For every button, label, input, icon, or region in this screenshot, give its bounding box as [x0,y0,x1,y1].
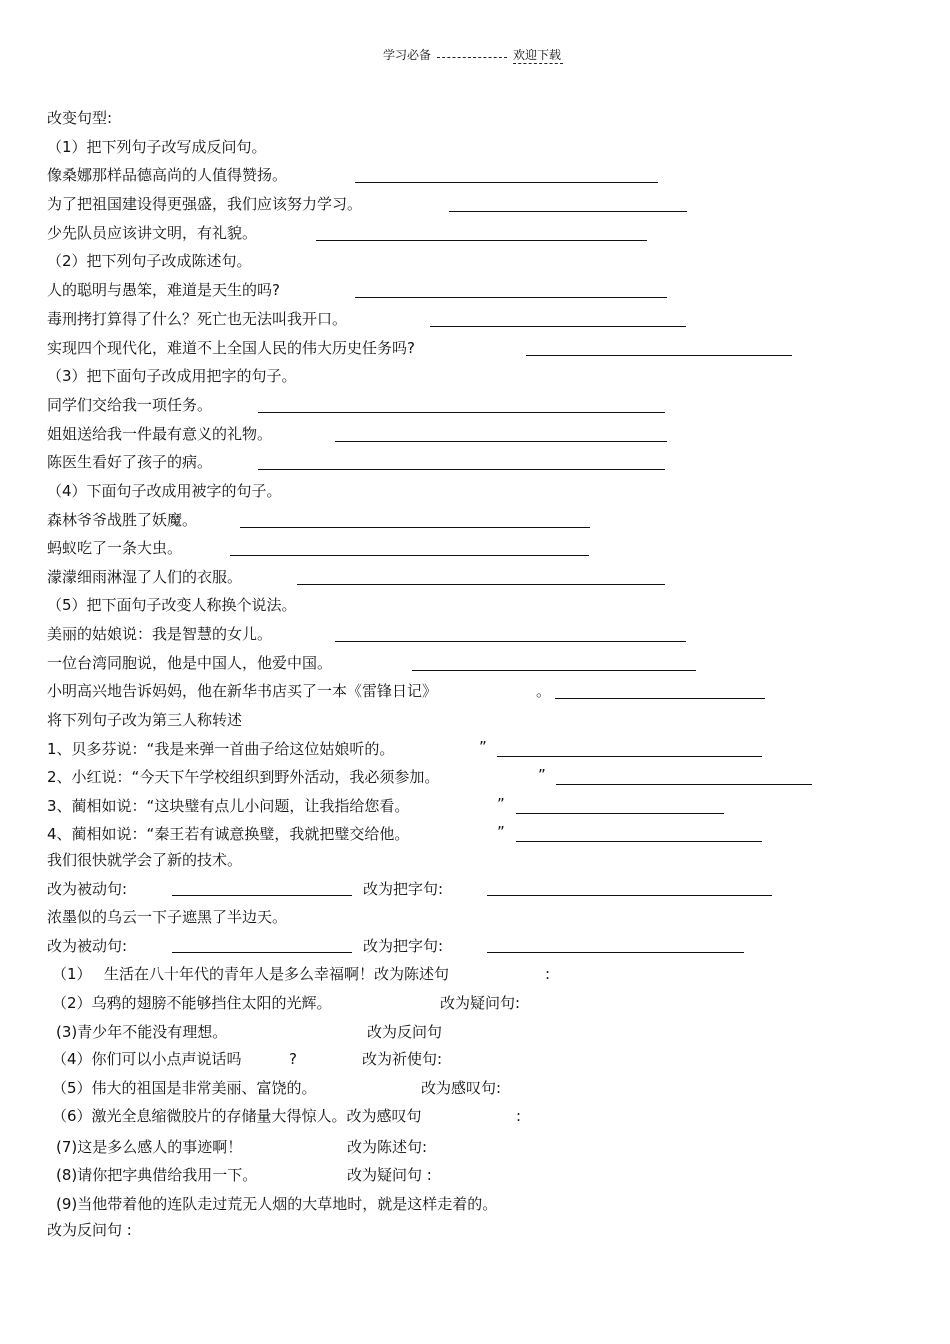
p2-sentence-2: 毒刑拷打算得了什么？死亡也无法叫我开口。 [47,310,348,328]
p2-sentence-1: 人的聪明与愚笨，难道是天生的吗? [47,281,280,299]
p4-answer-line-2[interactable] [230,555,589,556]
q3-answer-line[interactable] [516,813,724,814]
conv1-ba-label: 改为把字句: [363,880,444,898]
item5-text: （5）伟大的祖国是非常美丽、富饶的。 [52,1079,317,1097]
item3-text: (3)青少年不能没有理想。 [56,1023,228,1041]
item3-instruction: 改为反问句 [367,1023,443,1041]
p1-sentence-3: 少先队员应该讲文明，有礼貌。 [47,224,258,242]
p5-heading: （5）把下面句子改变人称换个说法。 [47,596,297,614]
p5-answer-line-2[interactable] [412,670,696,671]
item7-text: (7)这是多么感人的事迹啊！ [56,1138,243,1156]
item7-instruction: 改为陈述句: [347,1138,428,1156]
p2-heading: （2）把下列句子改成陈述句。 [47,252,252,270]
p2-answer-line-1[interactable] [355,297,667,298]
item1-colon: : [545,965,551,983]
item4-instruction: 改为祈使句: [362,1050,443,1068]
p1-answer-line-3[interactable] [316,240,647,241]
q2-answer-line[interactable] [556,784,812,785]
p3-answer-line-2[interactable] [335,441,667,442]
p1-heading: （1）把下列句子改写成反问句。 [47,138,267,156]
item8-text: (8)请你把字典借给我用一下。 [56,1166,258,1184]
item6-text: （6）激光全息缩微胶片的存储量大得惊人。改为感叹句 [52,1107,422,1125]
q3-close-quote: ” [497,795,505,813]
p1-answer-line-1[interactable] [355,182,658,183]
p1-sentence-1: 像桑娜那样品德高尚的人值得赞扬。 [47,166,288,184]
q2-close-quote: ” [538,766,546,784]
p2-answer-line-2[interactable] [430,326,686,327]
p1-answer-line-2[interactable] [449,211,687,212]
item9-instruction: 改为反问句 : [47,1221,132,1239]
p5-sentence-1: 美丽的姑娘说：我是智慧的女儿。 [47,625,273,643]
p4-answer-line-3[interactable] [297,584,665,585]
p3-answer-line-3[interactable] [258,469,665,470]
q4-close-quote: ” [497,823,505,841]
item8-instruction: 改为疑问句 : [347,1166,432,1184]
conv1-ba-line[interactable] [487,895,772,896]
p4-sentence-3: 濛濛细雨淋湿了人们的衣服。 [47,568,243,586]
p5-answer-line-3[interactable] [555,698,765,699]
p3-answer-line-1[interactable] [258,412,665,413]
p5-sentence-2: 一位台湾同胞说，他是中国人，他爱中国。 [47,654,333,672]
item6-colon: : [516,1107,522,1125]
item5-instruction: 改为感叹句: [421,1079,502,1097]
p4-heading: （4）下面句子改成用被字的句子。 [47,482,282,500]
item4-text: （4）你们可以小点声说话吗 [52,1050,242,1068]
p4-sentence-1: 森林爷爷战胜了妖魔。 [47,511,198,529]
conv2-ba-line[interactable] [487,952,744,953]
third-person-q1: 1、贝多芬说：“我是来弹一首曲子给这位姑娘听的。 [47,740,395,758]
page-header [383,46,563,64]
p5-answer-line-1[interactable] [335,641,686,642]
third-person-q4: 4、蔺相如说：“秦王若有诚意换璧，我就把璧交给他。 [47,825,410,843]
conv2-sentence: 浓墨似的乌云一下子遮黑了半边天。 [47,908,288,926]
conv1-passive-line[interactable] [172,895,352,896]
header-right-text: 欢迎下载 [513,48,562,62]
third-person-q2: 2、小红说：“今天下午学校组织到野外活动，我必须参加。 [47,768,440,786]
p4-sentence-2: 蚂蚁吃了一条大虫。 [47,539,183,557]
item1-text: 生活在八十年代的青年人是多么幸福啊！改为陈述句 [104,965,450,983]
p5-sentence-3: 小明高兴地告诉妈妈，他在新华书店买了一本《雷锋日记》 [47,682,438,700]
p4-answer-line-1[interactable] [240,527,590,528]
section-title: 改变句型: [47,109,113,127]
item4-question-mark: ? [289,1050,297,1068]
conv1-passive-label: 改为被动句: [47,880,128,898]
third-person-heading: 将下列句子改为第三人称转述 [47,711,243,729]
q1-answer-line[interactable] [497,756,762,757]
conv2-passive-label: 改为被动句: [47,937,128,955]
conv2-ba-label: 改为把字句: [363,937,444,955]
p2-sentence-3: 实现四个现代化，难道不上全国人民的伟大历史任务吗? [47,339,415,357]
item9-text: (9)当他带着他的连队走过荒无人烟的大草地时，就是这样走着的。 [56,1195,498,1213]
p1-sentence-2: 为了把祖国建设得更强盛，我们应该努力学习。 [47,195,363,213]
item1-number: （1） [52,965,92,983]
q4-answer-line[interactable] [516,841,762,842]
third-person-q3: 3、蔺相如说：“这块璧有点儿小问题，让我指给您看。 [47,797,410,815]
item2-text: （2）乌鸦的翅膀不能够挡住太阳的光辉。 [52,994,332,1012]
p3-heading: （3）把下面句子改成用把字的句子。 [47,367,297,385]
q1-close-quote: ” [479,738,487,756]
p2-answer-line-3[interactable] [526,355,792,356]
conv2-passive-line[interactable] [172,952,352,953]
p3-sentence-3: 陈医生看好了孩子的病。 [47,453,213,471]
conv1-sentence: 我们很快就学会了新的技术。 [47,851,243,869]
p3-sentence-1: 同学们交给我一项任务。 [47,396,213,414]
p3-sentence-2: 姐姐送给我一件最有意义的礼物。 [47,425,273,443]
header-dashed-rule [437,57,507,58]
item2-instruction: 改为疑问句: [440,994,521,1012]
p5-sentence-3-end: 。 [536,682,552,700]
header-left-text: 学习必备 [383,48,432,62]
